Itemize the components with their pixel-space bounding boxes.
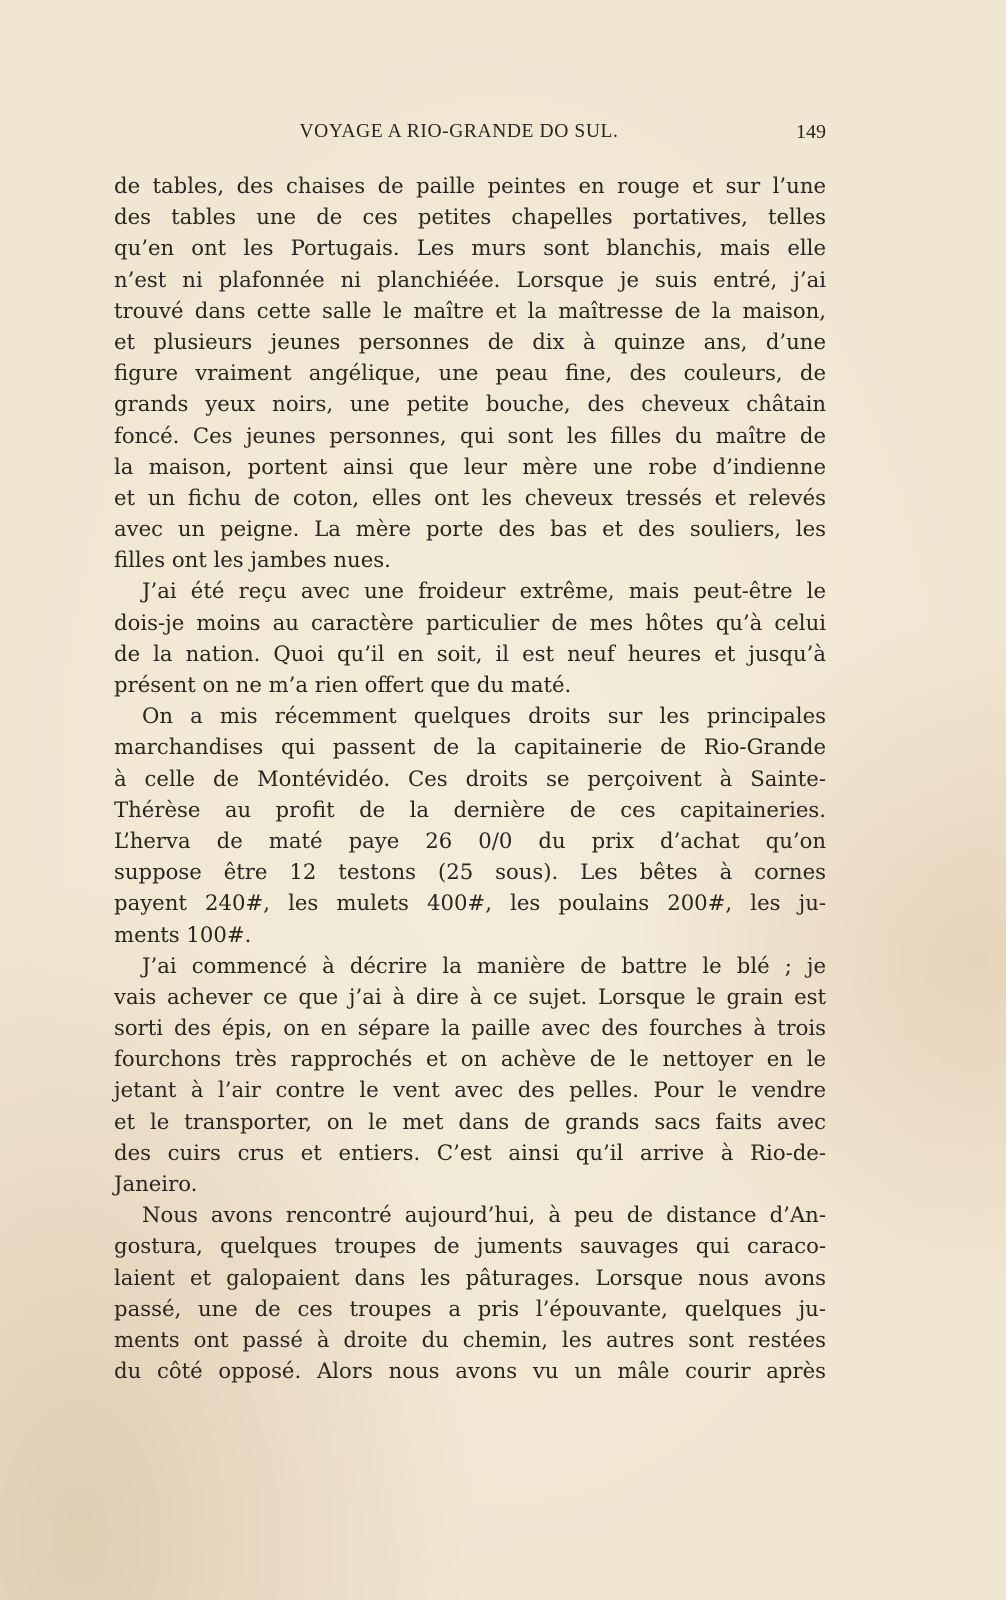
text-line: passé, une de ces troupes a pris l’épouvante, quelques ju- (114, 1295, 826, 1321)
text-line: vais achever ce que j’ai à dire à ce sujet. Lorsque le grain est (114, 983, 826, 1009)
text-line: On a mis récemment quelques droits sur les principales (142, 703, 826, 729)
text-line: figure vraiment angélique, une peau fine, des couleurs, de (114, 360, 826, 386)
text-line: présent on ne m’a rien offert que du maté. (114, 672, 572, 697)
text-line: n’est ni plafonnée ni planchiéée. Lorsque je suis entré, j’ai (114, 266, 826, 292)
text-line: Janeiro. (114, 1171, 198, 1196)
text-line: à celle de Montévidéo. Ces droits se perçoivent à Sainte- (114, 765, 826, 791)
running-title: VOYAGE A RIO-GRANDE DO SUL. (299, 121, 619, 142)
page-number: 149 (796, 121, 826, 143)
text-line: jetant à l’air contre le vent avec des pelles. Pour le vendre (114, 1077, 826, 1103)
text-line: Thérèse au profit de la dernière de ces capitaineries. (114, 796, 826, 822)
text-line: de la nation. Quoi qu’il en soit, il est neuf heures et jusqu’à (114, 640, 826, 666)
text-line: Nous avons rencontré aujourd’hui, à peu de distance d’An- (142, 1202, 826, 1228)
text-line: gostura, quelques troupes de juments sauvages qui caraco- (114, 1233, 826, 1259)
text-line: foncé. Ces jeunes personnes, qui sont les filles du maître de (114, 422, 826, 448)
text-line: dois-je moins au caractère particulier de mes hôtes qu’à celui (114, 609, 826, 635)
text-line: ments ont passé à droite du chemin, les autres sont restées (114, 1326, 826, 1352)
text-line: ments 100#. (114, 921, 252, 947)
text-line: grands yeux noirs, une petite bouche, des cheveux châtain (114, 391, 826, 417)
text-line: suppose être 12 testons (25 sous). Les bêtes à cornes (114, 859, 826, 885)
text-line: sorti des épis, on en sépare la paille avec des fourches à trois (114, 1015, 826, 1041)
text-line: laient et galopaient dans les pâturages. Lorsque nous avons (114, 1264, 826, 1290)
text-line: du côté opposé. Alors nous avons vu un mâle courir après (114, 1358, 826, 1384)
text-line: et plusieurs jeunes personnes de dix à quinze ans, d’une (114, 328, 826, 354)
text-line: trouvé dans cette salle le maître et la maîtresse de la maison, (114, 297, 826, 323)
text-line: payent 240#, les mulets 400#, les poulains 200#, les ju- (114, 890, 826, 916)
running-head (114, 119, 826, 149)
text-line: des cuirs crus et entiers. C’est ainsi qu’il arrive à Rio-de- (114, 1139, 826, 1165)
text-line: la maison, portent ainsi que leur mère une robe d’indienne (114, 453, 826, 479)
text-line: qu’en ont les Portugais. Les murs sont blanchis, mais elle (114, 235, 826, 261)
text-line: des tables une de ces petites chapelles portatives, telles (114, 204, 826, 230)
text-line: et le transporter, on le met dans de grands sacs faits avec (114, 1108, 826, 1134)
text-line: et un fichu de coton, elles ont les cheveux tressés et relevés (114, 484, 826, 510)
text-line: J’ai été reçu avec une froideur extrême, mais peut-être le (142, 578, 826, 604)
text-line: avec un peigne. La mère porte des bas et des souliers, les (114, 516, 826, 542)
text-line: de tables, des chaises de paille peintes en rouge et sur l’une (114, 173, 826, 198)
body-text (114, 170, 826, 1386)
text-line: marchandises qui passent de la capitainerie de Rio-Grande (114, 734, 826, 760)
text-line: J’ai commencé à décrire la manière de battre le blé ; je (142, 952, 826, 978)
text-line: fourchons très rapprochés et on achève de le nettoyer en le (114, 1046, 826, 1072)
text-line: filles ont les jambes nues. (114, 547, 391, 573)
text-line: L’herva de maté paye 26 0/0 du prix d’achat qu’on (114, 827, 826, 853)
